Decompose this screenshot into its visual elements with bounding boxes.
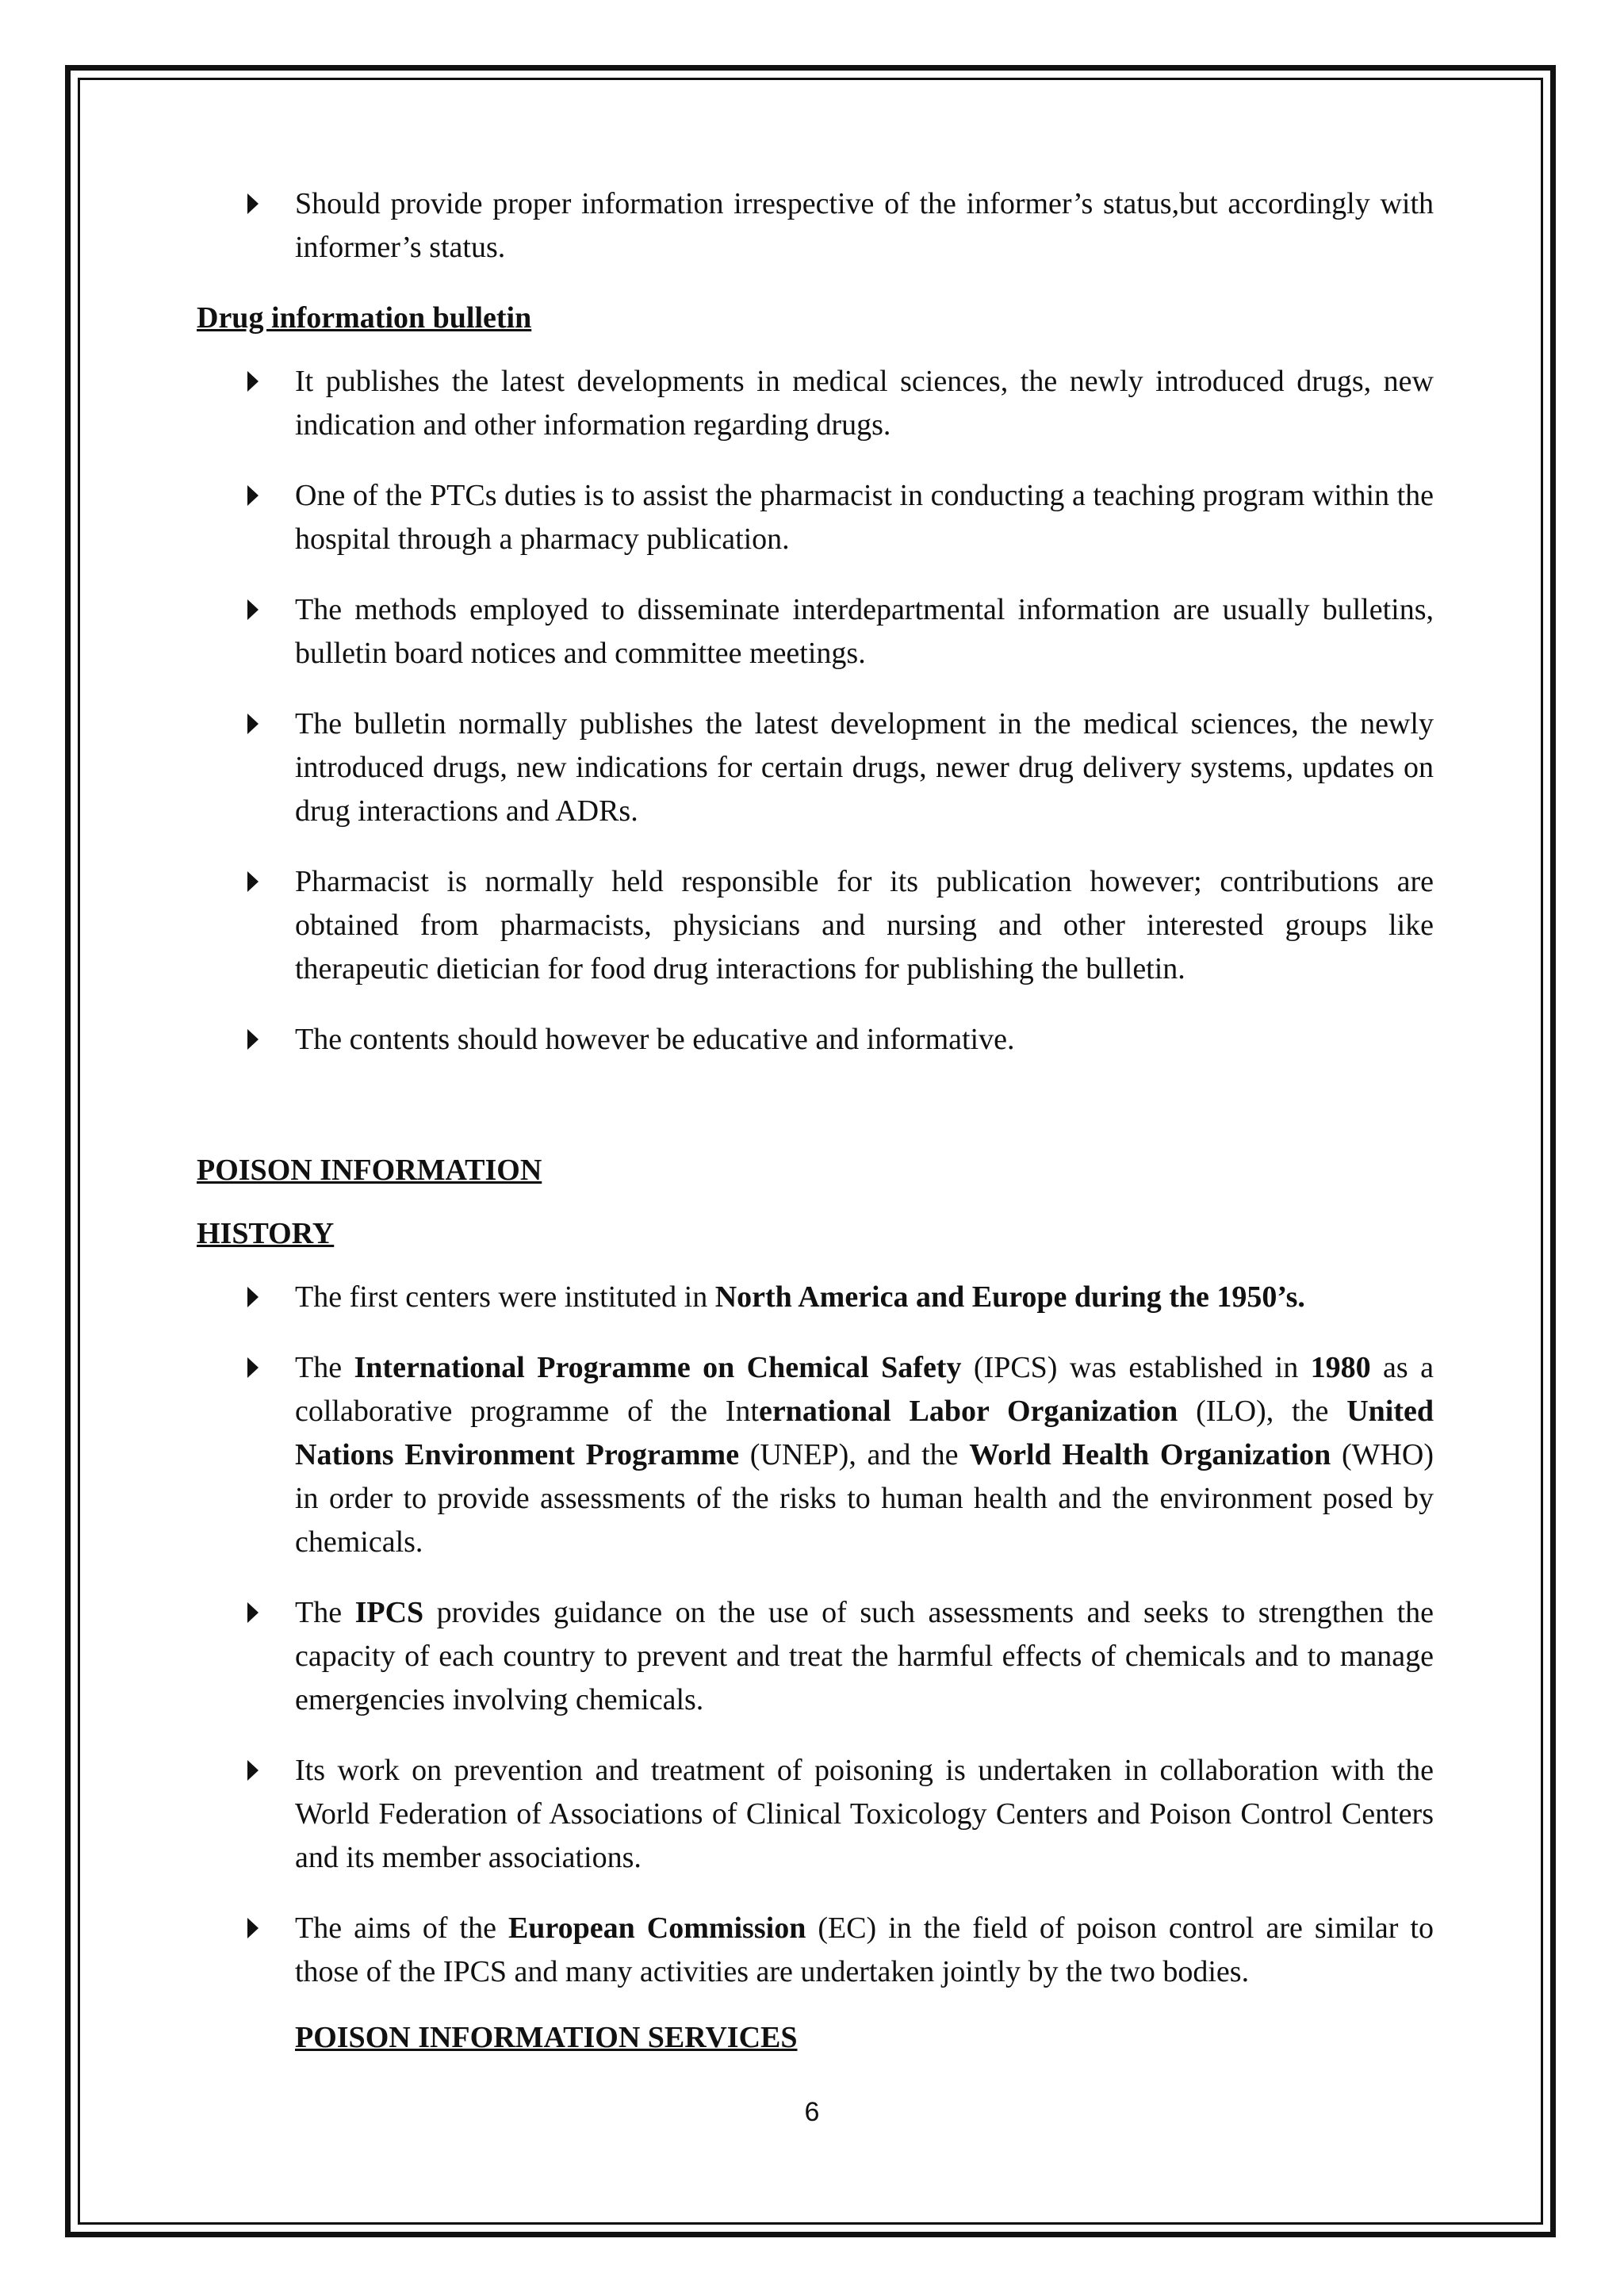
list-item: The International Programme on Chemical Safety (IPCS) was established in 1980 as a collaborative programme of the International Labor Organization (ILO), the United Nations Environment Programme (UNEP), and the World Health Organization (WHO) in order to provide assessments of the risks to human health and the environment posed by chemicals. xyxy=(197,1346,1434,1564)
list-item: The aims of the European Commission (EC) in the field of poison control are similar to those of the IPCS and many activities are undertaken jointly by the two bodies. xyxy=(197,1907,1434,1994)
list-item: The methods employed to disseminate interdepartmental information are usually bulletins, bulletin board notices and committee meetings. xyxy=(197,588,1434,675)
list-item: Pharmacist is normally held responsible for its publication however; contributions are obtained from pharmacists, physicians and nursing and other interested groups like therapeutic dietician for food drug interactions for publishing the bulletin. xyxy=(197,860,1434,991)
bullet-arrow-icon xyxy=(247,193,259,214)
page-number: 6 xyxy=(804,2097,820,2127)
bullet-arrow-icon xyxy=(247,1287,259,1307)
bullet-arrow-icon xyxy=(247,1357,259,1378)
bullet-arrow-icon xyxy=(247,1029,259,1050)
bullet-arrow-icon xyxy=(247,485,259,506)
list-item: It publishes the latest developments in medical sciences, the newly introduced drugs, new indication and other information regarding drugs. xyxy=(197,360,1434,447)
history-heading: HISTORY xyxy=(197,1217,335,1250)
drug-bulletin-list xyxy=(197,360,1434,1062)
document-body xyxy=(197,182,1434,2080)
list-item: Should provide proper information irrespective of the informer’s status,but accordingly with informer’s status. xyxy=(197,182,1434,270)
bullet-arrow-icon xyxy=(247,714,259,734)
history-list xyxy=(197,1276,1434,1994)
list-item: The bulletin normally publishes the latest development in the medical sciences, the newly introduced drugs, new indications for certain drugs, newer drug delivery systems, updates on drug interactions and ADRs. xyxy=(197,702,1434,833)
bullet-arrow-icon xyxy=(247,1760,259,1781)
bullet-arrow-icon xyxy=(247,1602,259,1623)
poison-information-services-heading: POISON INFORMATION SERVICES xyxy=(295,2021,798,2054)
section-spacer xyxy=(197,1089,1434,1149)
list-item: Its work on prevention and treatment of poisoning is undertaken in collaboration with the World Federation of Associations of Clinical Toxicology Centers and Poison Control Centers and its member associations. xyxy=(197,1749,1434,1880)
drug-bulletin-heading: Drug information bulletin xyxy=(197,301,532,335)
intro-list xyxy=(197,182,1434,270)
list-item: The contents should however be educative and informative. xyxy=(197,1018,1434,1062)
list-item: One of the PTCs duties is to assist the pharmacist in conducting a teaching program within the hospital through a pharmacy publication. xyxy=(197,474,1434,561)
poison-information-heading: POISON INFORMATION xyxy=(197,1154,542,1187)
list-item: The first centers were instituted in North America and Europe during the 1950’s. xyxy=(197,1276,1434,1319)
bullet-arrow-icon xyxy=(247,871,259,892)
bullet-arrow-icon xyxy=(247,1918,259,1938)
bullet-arrow-icon xyxy=(247,599,259,620)
bullet-arrow-icon xyxy=(247,371,259,392)
list-item: The IPCS provides guidance on the use of such assessments and seeks to strengthen the capacity of each country to prevent and treat the harmful effects of chemicals and to manage emergencies involving chemicals. xyxy=(197,1591,1434,1722)
